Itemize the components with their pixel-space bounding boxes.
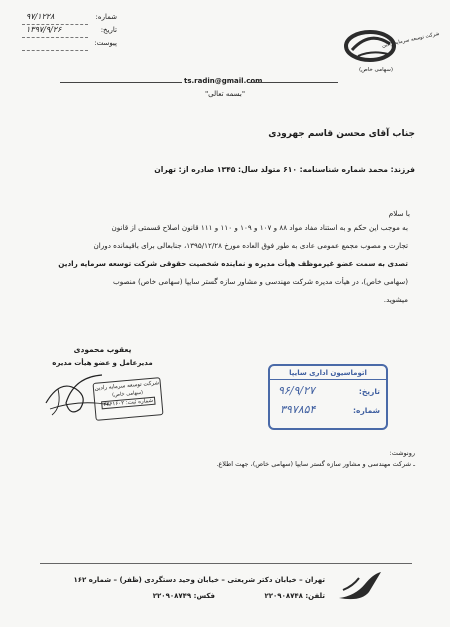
company-email: ts.radin@gmail.com [184,77,263,85]
seal-line-type: (سهامی خاص) [111,389,144,399]
body-line: تجارت و مصوب مجمع عمومی عادی به طور فوق العاده مورخ ۱۳۹۵/۱۲/۲۸، جنابعالی برای باقیمانده دوران [93,241,408,250]
company-logo-subtext: (سهامی خاص) [358,67,394,73]
basmala: "بسمه تعالی" [204,90,246,98]
stamp-date-label: تاریخ: [358,387,380,396]
footer-address: تهران – خیابان دکتر شریعتی – خیابان وحید دستگردی (ظفر) – شماره ۱۶۲ [73,576,325,584]
letter-date-label: تاریخ: [100,26,117,34]
seal-line-company: شرکت توسعه سرمایه رادین [94,380,160,392]
footer-logo-icon [335,566,385,606]
company-logo-icon [338,22,441,82]
body-line: به موجب این حکم و به استناد مفاد مواد ۸۸ و ۱۰۷ و ۱۰۹ و ۱۱۰ و ۱۱۱ قانون اصلاح قسمتی از قانون [111,223,408,232]
letter-number-value: ۹۷/۱۲۲۸ [26,12,55,21]
cc-line: ـ شرکت مهندسی و مشاور سازه گستر سایپا (سهامی خاص)، جهت اطلاع. [216,460,415,468]
footer-phone: تلفن: ۲۲۰۹۰۸۷۴۸ [264,592,325,600]
body-line: تصدی به سمت عضو غیرموظف هیأت مدیره و نماینده شخصیت حقوقی شرکت توسعه سرمایه رادین [58,259,408,268]
body-line: میشوید. [383,295,408,304]
seal-line-registration: شماره ثبت: ۴۳۶۱۶۰۲ [101,397,155,410]
stamp-number-label: شماره: [353,406,380,415]
letter-attachment-label: پیوست: [94,39,117,47]
signatory-title: مدیرعامل و عضو هیأت مدیره [52,359,153,367]
company-logo-text: شرکت توسعه سرمایه رادین [381,30,441,49]
company-seal [92,377,163,421]
signature-block [40,345,160,425]
stamp-number-value: ۳۹۷۸۵۴ [280,403,316,416]
recipient-details: فرزند: محمد شماره شناسنامه: ۶۱۰ متولد سال: ۱۳۴۵ صادره از: تهران [154,165,415,174]
stamp-date-value: ۹۶/۹/۲۷ [278,384,315,397]
stamp-title: اتوماسیون اداری سایپا [270,369,386,380]
salutation: با سلام [388,209,410,218]
footer-fax: فکس: ۲۲۰۹۰۸۷۴۹ [152,592,215,600]
recipient-title: جناب آقای محسن قاسم جهرودی [268,129,415,139]
cc-label: رونوشت: [389,449,415,457]
automation-stamp [268,364,388,430]
letter-date-row [22,26,117,37]
signatory-name: یعقوب محمودی [73,345,132,354]
body-line: (سهامی خاص)، در هیأت مدیره شرکت مهندسی و مشاور سازه گستر سایپا (سهامی خاص) منصوب [112,277,408,286]
letter-number-row [22,13,117,24]
company-logo [338,22,441,82]
letter-date-value: ۱۳۹۷/۹/۲۶ [26,25,62,34]
letter-attachment-row [22,39,117,50]
letter-number-label: شماره: [95,13,117,21]
